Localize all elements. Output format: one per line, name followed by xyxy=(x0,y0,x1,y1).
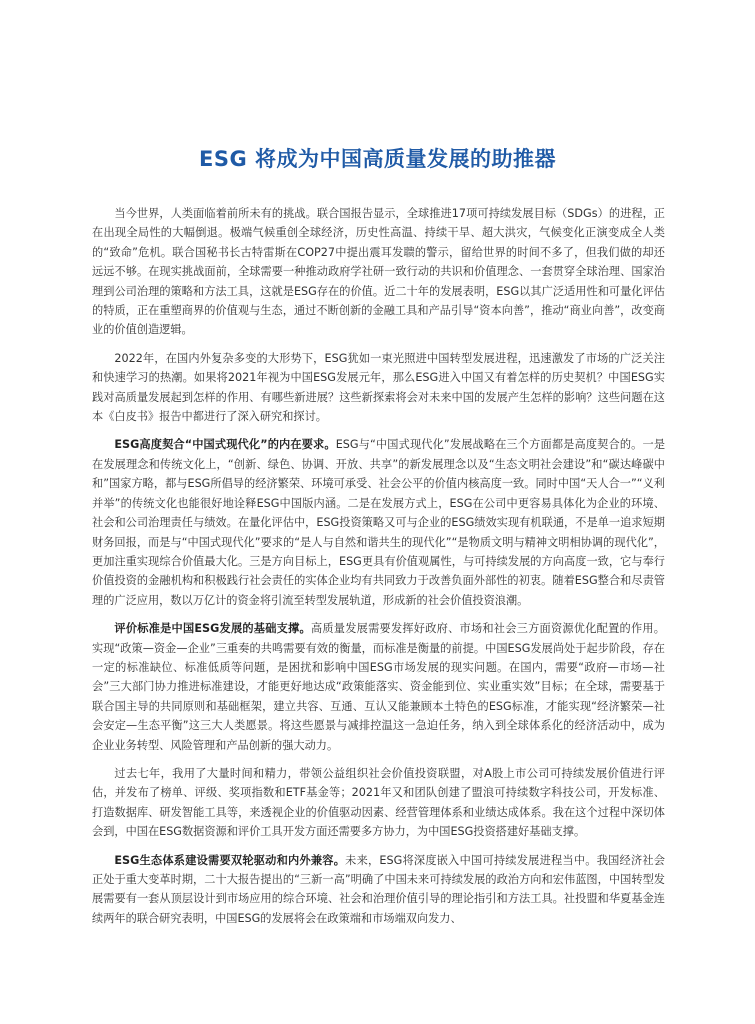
paragraph-lead: ESG高度契合“中国式现代化”的内在要求。 xyxy=(114,438,336,452)
paragraph-seven-years xyxy=(92,764,665,842)
paragraph-modernization xyxy=(92,435,665,610)
paragraph-standards xyxy=(92,619,665,755)
paragraph-lead: ESG生态体系建设需要双轮驱动和内外兼容。 xyxy=(114,853,346,867)
paragraph-text: 未来，ESG将深度嵌入中国可持续发展进程当中。我国经济社会正处于重大变革时期，二十大报告提出的“三新一高”明确了中国未来可持续发展的政治方向和宏伟蓝图，中国转型发展需要有一套从顶层设计到市场应用的综合环境、社会和治理价值引导的理论指引和方法工具。社投盟和华夏基金连续两年的联合研究表明，中国ESG的发展将会在政策端和市场端双向发力、 xyxy=(92,853,665,925)
article-body xyxy=(92,204,665,937)
paragraph-text: 2022年，在国内外复杂多变的大形势下，ESG犹如一束光照进中国转型发展进程，迅速激发了市场的广泛关注和快速学习的热潮。如果将2021年视为中国ESG发展元年，那么ESG进入中国又有着怎样的历史契机？中国ESG实践对高质量发展起到怎样的作用、有哪些新进展？这些新探索将会对未来中国的发展产生怎样的影响？这些问题在这本《白皮书》报告中都进行了深入研究和探讨。 xyxy=(92,351,665,424)
paragraph-2022 xyxy=(92,349,665,427)
page-title: ESG 将成为中国高质量发展的助推器 xyxy=(198,147,557,171)
paragraph-text: 过去七年，我用了大量时间和精力，带领公益组织社会价值投资联盟，对A股上市公司可持续发展价值进行评估，并发布了榜单、评级、奖项指数和ETF基金等；2021年又和团队创建了盟浪可持续数字科技公司，开发标准、打造数据库、研发智能工具等，来透视企业的价值驱动因素、经营管理体系和业绩达成体系。我在这个过程中深切体会到，中国在ESG数据资源和评价工具开发方面还需要多方协力，为中国ESG投资搭建好基础支撑。 xyxy=(92,766,665,839)
paragraph-lead: 评价标准是中国ESG发展的基础支撑。 xyxy=(114,622,311,636)
paragraph-text: 当今世界，人类面临着前所未有的挑战。联合国报告显示，全球推进17项可持续发展目标（SDGs）的进程，正在出现全局性的大幅倒退。极端气候重创全球经济，历史性高温、持续干旱、超大洪灾，气候变化正演变成全人类的“致命”危机。联合国秘书长古特雷斯在COP27中提出震耳发聩的警示，留给世界的时间不多了，但我们做的却还远远不够。在现实挑战面前，全球需要一种推动政府学社研一致行动的共识和价值理念、一套贯穿全球治理、国家治理到公司治理的策略和方法工具，这就是ESG存在的价值。近二十年的发展表明，ESG以其广泛适用性和可量化评估的特质，正在重塑商界的价值观与生态，通过不断创新的金融工具和产品引导“资本向善”，推动“商业向善”，改变商业的价值创造逻辑。 xyxy=(92,207,665,337)
paragraph-intro xyxy=(92,204,665,340)
paragraph-text: 高质量发展需要发挥好政府、市场和社会三方面资源优化配置的作用。实现“政策—资金—企业”三重奏的共鸣需要有效的衡量，而标准是衡量的前提。中国ESG发展尚处于起步阶段，存在一定的标准缺位、标准低质等问题，是困扰和影响中国ESG市场发展的现实问题。在国内，需要“政府—市场—社会”三大部门协力推进标准建设，才能更好地达成“政策能落实、资金能到位、实业重实效”目标；在全球，需要基于联合国主导的共同原则和基础框架，建立共容、互通、互认又能兼顾本土特色的ESG标准，才能实现“经济繁荣—社会安定—生态平衡”这三大人类愿景。将这些愿景与减排控温这一急迫任务，纳入到全球体系化的经济活动中，成为企业业务转型、风险管理和产品创新的强大动力。 xyxy=(92,622,665,752)
paragraph-ecosystem xyxy=(92,851,665,929)
paragraph-text: ESG与“中国式现代化”发展战略在三个方面都是高度契合的。一是在发展理念和传统文化上，“创新、绿色、协调、开放、共享”的新发展理念以及“生态文明社会建设”和“碳达峰碳中和”国家方略，都与ESG所倡导的经济繁荣、环境可承受、社会公平的价值内核高度一致。同时中国“天人合一”“义利并举”的传统文化也能很好地诠释ESG中国版内涵。二是在发展方式上，ESG在公司中更容易具体化为企业的环境、社会和公司治理责任与绩效。在量化评估中，ESG投资策略又可与企业的ESG绩效实现有机联通，不是单一追求短期财务回报，而是与“中国式现代化”要求的“是人与自然和谐共生的现代化”“是物质文明与精神文明相协调的现代化”，更加注重实现综合价值最大化。三是方向目标上，ESG更具有价值观属性，与可持续发展的方向高度一致，它与奉行价值投资的金融机构和积极践行社会责任的实体企业均有共同致力于改善负面外部性的初衷。随着ESG整合和尽责管理的广泛应用，数以万亿计的资金将引流至转型发展轨道，形成新的社会价值投资浪潮。 xyxy=(92,438,666,607)
